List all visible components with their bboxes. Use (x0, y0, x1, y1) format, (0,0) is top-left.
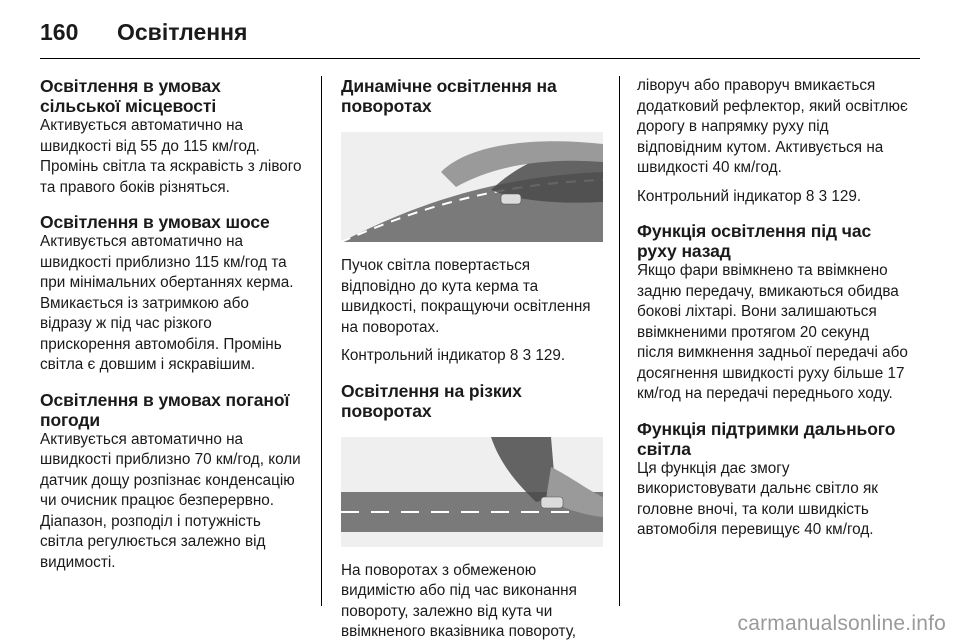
section-title-rural: Освітлення в умовах сільської місцевості (40, 76, 221, 116)
section-text-dynamic-cornering: Пучок світла повертається відповідно до кута керма та швидкості, покращуючи освітлення на поворотах. (341, 257, 591, 336)
section-title-reversing-light: Функція освітлення під час руху назад (637, 221, 872, 261)
column-3 (637, 76, 909, 541)
column-2 (341, 76, 603, 643)
section-title-bad-weather: Освітлення в умовах поганої погоди (40, 389, 290, 430)
illustration-sharp-turns (341, 437, 603, 547)
column-1 (40, 76, 302, 573)
section-text-reversing-light: Якщо фари ввімкнено та ввімкнено задню передачу, вмикаються обидва бокові ліхтарі. Вони залишаються ввімкненими протягом 20 секунд після вимкнення задньої передачі або досягнення швидкості руху більше 17 км/год на передачі переднього ходу. (637, 262, 908, 402)
illustration-dynamic-cornering (341, 132, 603, 242)
header-rule (40, 58, 920, 59)
watermark: carmanualsonline.info (737, 612, 946, 635)
column-divider-1 (321, 76, 322, 606)
section-text-high-beam-assist: Ця функція дає змогу використовувати дальнє світло як головне вночі, та коли швидкість автомобіля перевищує 40 км/год. (637, 459, 878, 538)
indicator-ref-2: Контрольний індикатор 8 3 129. (637, 187, 862, 205)
section-text-bad-weather: Активується автоматично на швидкості приблизно 70 км/год, коли датчик дощу розпізнає конденсацію чи очисник працює безперервно. Діапазон, розподіл і потужність світла регулюється залежно від видимості. (40, 430, 301, 571)
column-divider-2 (619, 76, 620, 606)
section-text-highway: Активується автоматично на швидкості приблизно 115 км/год та при мінімальних обертаннях керма. Вмикається із затримкою або відразу ж під час різкого прискорення автомобіля. Промінь світла є довшим і яскравішим. (40, 233, 294, 373)
section-title-high-beam-assist: Функція підтримки дальнього світла (637, 418, 896, 459)
section-title-highway: Освітлення в умовах шосе (40, 212, 270, 232)
chapter-title: Освітлення (117, 18, 248, 45)
section-title-dynamic-cornering: Динамічне освітлення на поворотах (341, 76, 557, 116)
page-number: 160 (40, 18, 79, 45)
section-text-rural: Активується автоматично на швидкості від 55 до 115 км/год. Промінь світла та яскравість з лівого та правого боків різняться. (40, 117, 302, 196)
section-text-sharp-turns-cont: ліворуч або праворуч вмикається додатковий рефлектор, який освітлює дорогу в напрямку руху під відповідним кутом. Активується на швидкості 40 км/год. (637, 77, 908, 176)
indicator-ref-1: Контрольний індикатор 8 3 129. (341, 347, 566, 364)
page-header (40, 14, 247, 50)
section-text-sharp-turns: На поворотах з обмеженою видимістю або під час виконання повороту, залежно від кута чи ввімкненого вказівника повороту, (341, 561, 577, 640)
section-title-sharp-turns: Освітлення на різких поворотах (341, 380, 522, 421)
